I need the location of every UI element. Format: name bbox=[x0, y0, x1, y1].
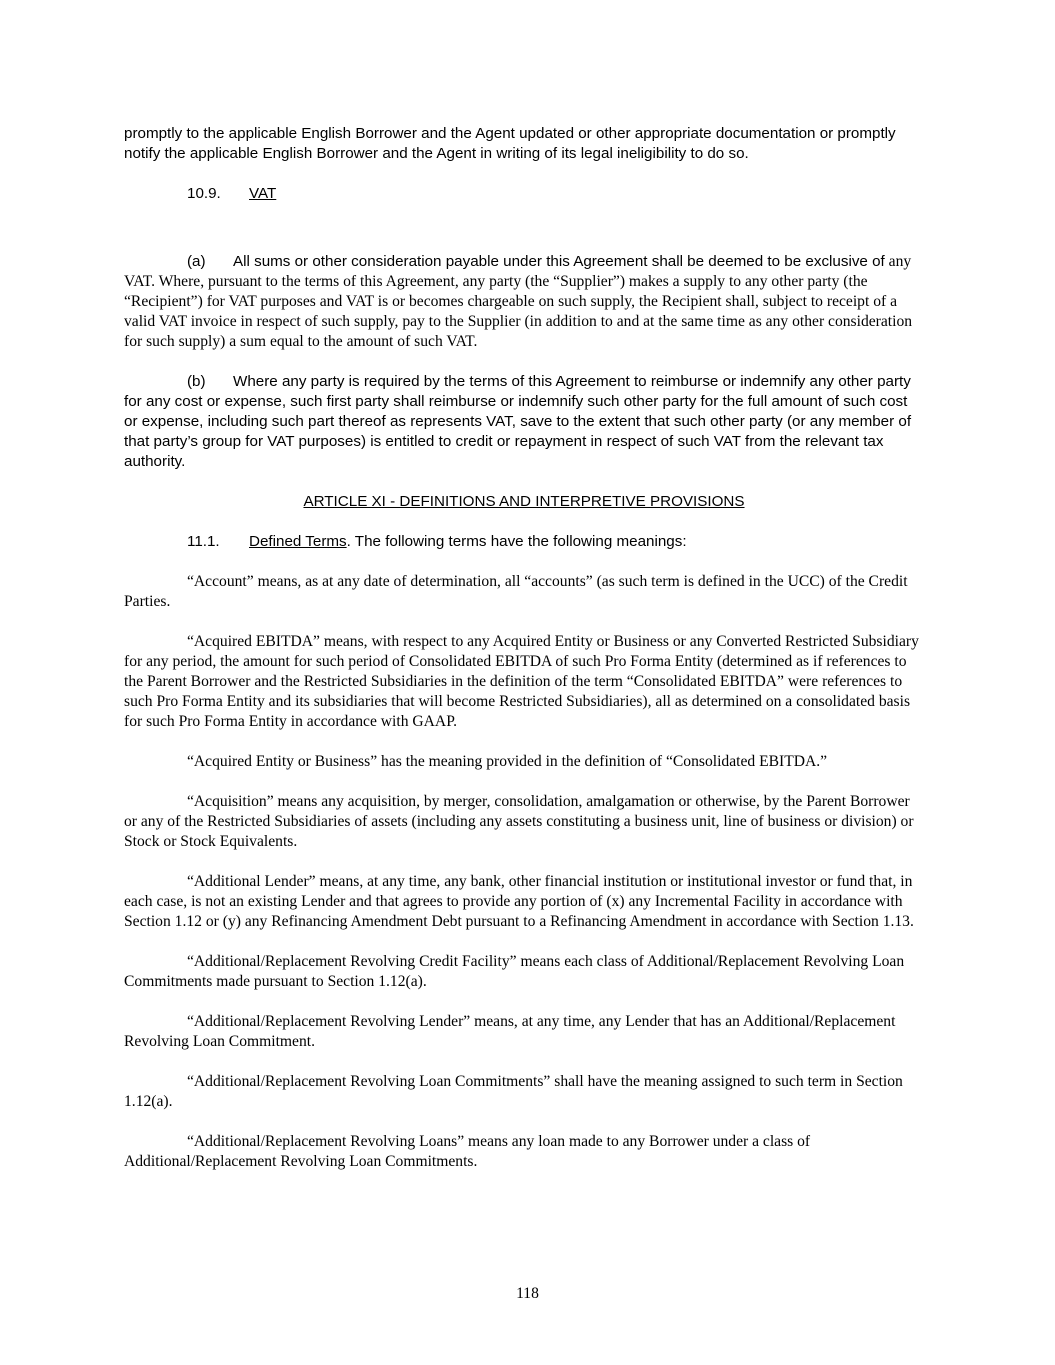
definition-revolving-loans: “Additional/Replacement Revolving Loans” means any loan made to any Borrower under a class of Additional/Replacement Revolving Loan Commitments. bbox=[124, 1133, 811, 1170]
paragraph-text: Where any party is required by the terms of this Agreement to reimburse or indemnify any other party for any cost or expense, such first party shall reimburse or indemnify such other party for the full amount of such cost or expense, including such part thereof as represents VAT, save to the extent that such other party (or any member of that party’s group for VAT purposes) is entitled to credit or repayment in respect of such VAT from the relevant tax authority. bbox=[124, 373, 912, 470]
section-intro: . The following terms have the following meanings: bbox=[346, 533, 687, 550]
paragraph-text: All sums or other consideration payable under this Agreement shall be deemed to be exclusive of bbox=[233, 253, 885, 270]
definition-acquisition: “Acquisition” means any acquisition, by merger, consolidation, amalgamation or otherwise, by the Parent Borrower or any of the Restricted Subsidiaries of assets (including any assets constituting a business unit, line of business or division) or Stock or Stock Equivalents. bbox=[124, 793, 914, 850]
paragraph-label: (b) bbox=[187, 373, 206, 390]
section-title: Defined Terms bbox=[249, 533, 347, 550]
section-title: VAT bbox=[249, 185, 277, 202]
section-number: 11.1. bbox=[187, 533, 220, 550]
paragraph-text: any VAT. Where, pursuant to the terms of this Agreement, any party (the “Supplier”) makes a supply to any other party (the “Recipient”) for VAT purposes and VAT is or becomes chargeable on such supply, the Recipient shall, subject to receipt of a valid VAT invoice in respect of such supply, pay to the Supplier (in addition to and at the same time as any other consideration for such supply) a sum equal to the amount of such VAT. bbox=[124, 253, 913, 350]
definition-acquired-ebitda: “Acquired EBITDA” means, with respect to any Acquired Entity or Business or any Converted Restricted Subsidiary for any period, the amount for such period of Consolidated EBITDA of such Pro Forma Entity (determined as if references to the Parent Borrower and the Restricted Subsidiaries in the definition of the term “Consolidated EBITDA” were references to such Pro Forma Entity and its subsidiaries that will become Restricted Subsidiaries), all as determined on a consolidated basis for such Pro Forma Entity in accordance with GAAP. bbox=[124, 633, 919, 730]
definition-account: “Account” means, as at any date of determination, all “accounts” (as such term is defined in the UCC) of the Credit Parties. bbox=[124, 573, 908, 610]
vat-paragraph-b bbox=[124, 372, 924, 472]
section-11-1-heading bbox=[187, 532, 924, 552]
definition-revolving-credit-facility: “Additional/Replacement Revolving Credit Facility” means each class of Additional/Replacement Revolving Loan Commitments made pursuant to Section 1.12(a). bbox=[124, 953, 905, 990]
vat-paragraph-a bbox=[124, 252, 924, 352]
section-number: 10.9. bbox=[187, 185, 221, 202]
page-body bbox=[124, 124, 924, 1192]
article-heading: ARTICLE XI - DEFINITIONS AND INTERPRETIVE PROVISIONS bbox=[303, 493, 745, 510]
definition-acquired-entity: “Acquired Entity or Business” has the meaning provided in the definition of “Consolidated EBITDA.” bbox=[187, 753, 828, 770]
page-number: 118 bbox=[516, 1285, 539, 1302]
continuation-paragraph: promptly to the applicable English Borrower and the Agent updated or other appropriate documentation or promptly notify the applicable English Borrower and the Agent in writing of its legal ineligibility to do so. bbox=[124, 125, 896, 162]
definition-revolving-lender: “Additional/Replacement Revolving Lender” means, at any time, any Lender that has an Additional/Replacement Revolving Loan Commitment. bbox=[124, 1013, 896, 1050]
definition-revolving-loan-commitments: “Additional/Replacement Revolving Loan Commitments” shall have the meaning assigned to such term in Section 1.12(a). bbox=[124, 1073, 903, 1110]
definition-additional-lender: “Additional Lender” means, at any time, any bank, other financial institution or institutional investor or fund that, in each case, is not an existing Lender and that agrees to provide any portion of (x) any Incremental Facility in accordance with Section 1.12 or (y) any Refinancing Amendment Debt pursuant to a Refinancing Amendment in accordance with Section 1.13. bbox=[124, 873, 914, 930]
section-10-9-heading bbox=[187, 184, 924, 204]
paragraph-label: (a) bbox=[187, 253, 206, 270]
